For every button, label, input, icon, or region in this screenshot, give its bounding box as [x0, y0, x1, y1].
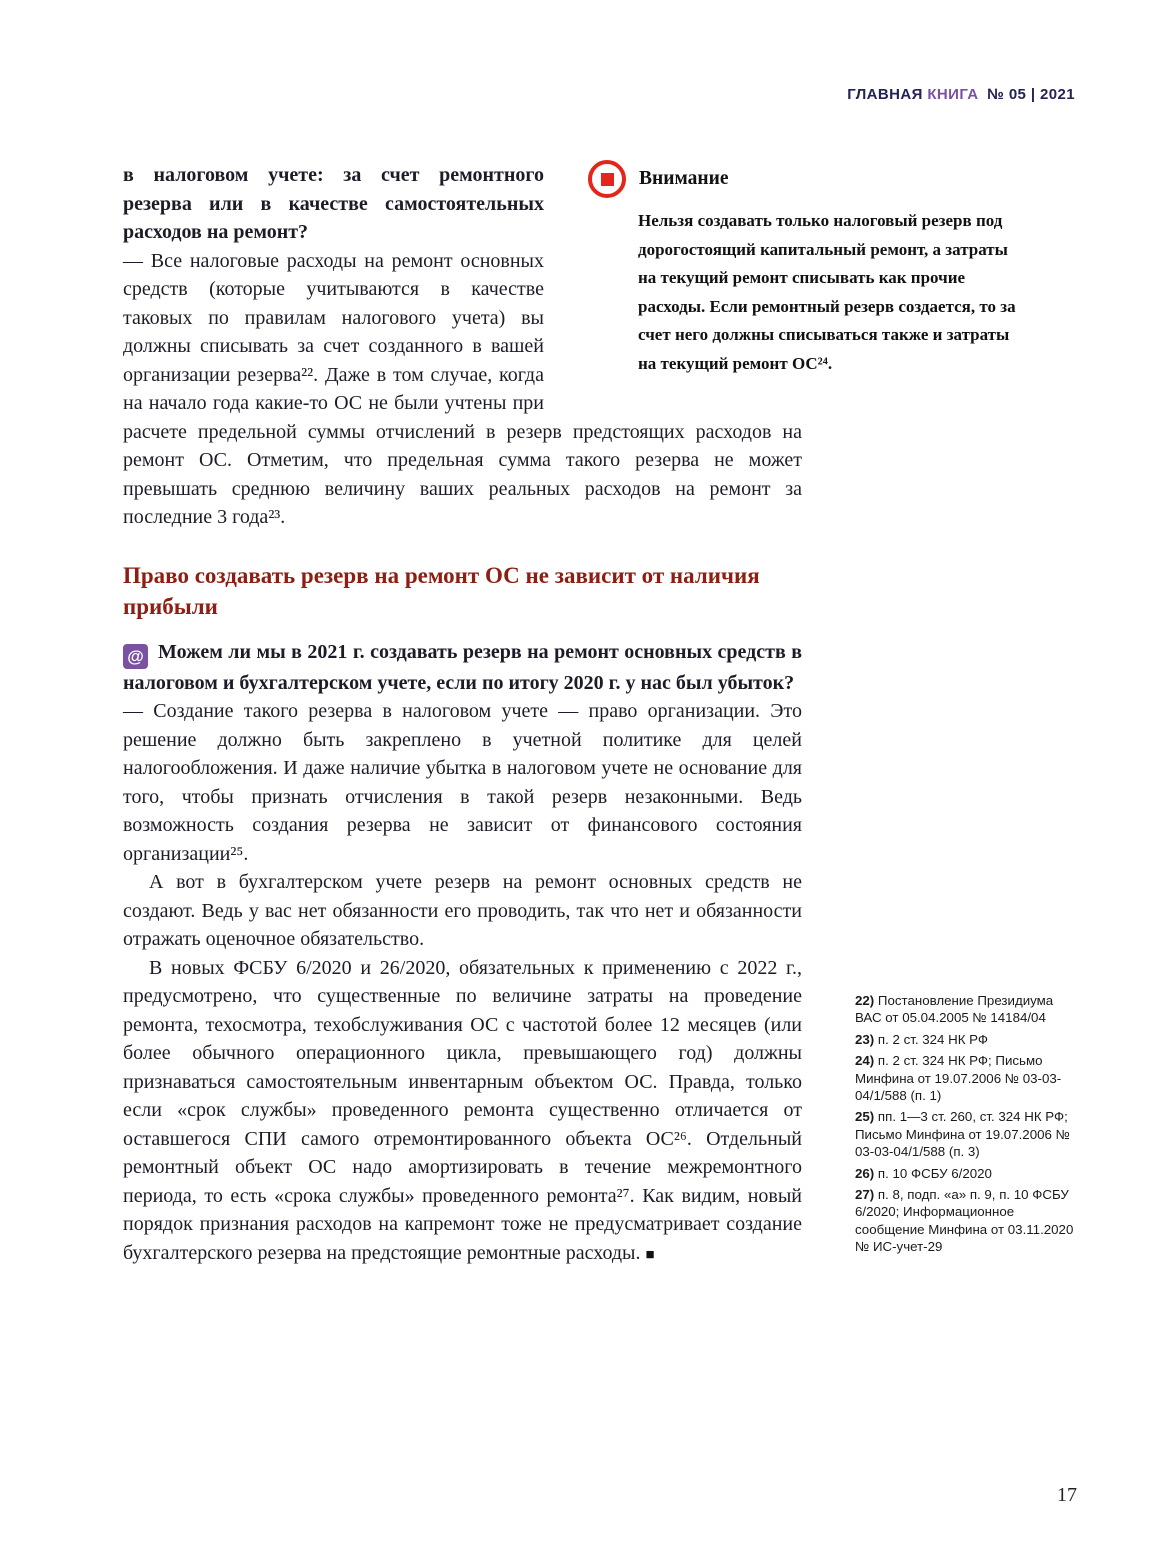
answer-paragraph-2: А вот в бухгалтерском учете резерв на ремонт основных средств не создают. Ведь у вас нет обязанности его проводить, так что нет и обязанности отражать оценочное обязательство. — [123, 871, 802, 950]
footnote-text: пп. 1—3 ст. 260, ст. 324 НК РФ; Письмо Минфина от 19.07.2006 № 03-03-04/1/588 (п. 3) — [855, 1109, 1070, 1160]
footnote-text: п. 2 ст. 324 НК РФ; Письмо Минфина от 19.07.2006 № 03-03-04/1/588 (п. 1) — [855, 1053, 1062, 1104]
page-number: 17 — [1057, 1484, 1077, 1506]
footnote-number: 27) — [855, 1187, 875, 1203]
lead-question: в налоговом учете: за счет ремонтного резерва или в качестве самостоятельных расходов на ремонт? — [123, 164, 544, 243]
section-heading: Право создавать резерв на ремонт ОС не зависит от наличия прибыли — [123, 562, 760, 619]
answer-paragraph-3-text: В новых ФСБУ 6/2020 и 26/2020, обязательных к применению с 2022 г., предусмотрено, что существенные по величине затраты на проведение ремонта, техосмотра, техобслуживания ОС с частотой более 12 месяцев (или более обычного операционного цикла, превышающего год) должны признаваться самостоятельным инвентарным объектом ОС. Правда, только если «срок службы» проведенного ремонта существенно отличается от оставшегося СПИ самого отремонтированного объекта ОС²⁶. Отдельный ремонтный объект ОС надо амортизировать в течение межремонтного периода, то есть «срока службы» проведенного ремонта²⁷. Как видим, новый порядок признания расходов на капремонт тоже не предусматривает создание бухгалтерского резерва на предстоящие ремонтные расходы. — [123, 956, 802, 1264]
footnote-number: 24) — [855, 1053, 875, 1069]
footnote-item-25 — [855, 1108, 1080, 1160]
at-icon: @ — [123, 644, 148, 669]
brand-part-1: ГЛАВНАЯ — [847, 86, 923, 103]
footnote-item-26 — [855, 1165, 1080, 1182]
issue-number: № 05 | 2021 — [987, 86, 1075, 103]
footnote-text: Постановление Президиума ВАС от 05.04.2005 № 14184/04 — [855, 993, 1054, 1026]
footnote-number: 26) — [855, 1165, 875, 1181]
attention-body: Нельзя создавать только налоговый резерв под дорогостоящий капитальный ремонт, а затраты на текущий ремонт списывать как прочие расходы. Если ремонтный резерв создается, то за счет него должны списываться также и затраты на текущий ремонт ОС²⁴. — [638, 211, 1016, 373]
reader-question-text: Можем ли мы в 2021 г. создавать резерв на ремонт основных средств в налоговом и бухгалтерском учете, если по итогу 2020 г. у нас был убыток? — [123, 640, 802, 694]
answer-paragraph-1: — Создание такого резерва в налоговом учете — право организации. Это решение должно быть закреплено в учетной политике для целей налогообложения. И даже наличие убытка в налоговом учете не основание для того, чтобы признать отчисления в такой резерв незаконными. Ведь возможность создания резерва не зависит от финансового состояния организации²⁵. — [123, 700, 802, 865]
end-of-article-marker: ■ — [645, 1246, 655, 1263]
page-header — [847, 86, 1075, 103]
footnote-item-24 — [855, 1052, 1080, 1104]
footnote-item-23 — [855, 1031, 1080, 1048]
answer-paragraph-3 — [123, 954, 802, 1270]
reader-question — [123, 638, 802, 698]
footnote-text: п. 2 ст. 324 НК РФ — [877, 1031, 989, 1047]
footnote-item-22 — [855, 992, 1080, 1027]
footnote-text: п. 8, подп. «а» п. 9, п. 10 ФСБУ 6/2020; Информационное сообщение Минфина от 03.11.2020 № ИС-учет-29 — [855, 1187, 1074, 1255]
footnote-item-27 — [855, 1186, 1080, 1256]
article-column — [123, 161, 802, 1269]
footnote-number: 22) — [855, 993, 875, 1008]
brand-part-2: КНИГА — [927, 86, 979, 103]
attention-box-spacer — [544, 161, 802, 411]
lead-answer-paragraph: — Все налоговые расходы на ремонт основных средств (которые учитываются в качестве таковых по правилам налогового учета) вы должны списывать за счет созданного в вашей организации резерва²². Даже в том случае, когда на начало года какие-то ОС не были учтены при расчете предельной суммы отчислений в резерв предстоящих расходов на ремонт ОС. Отметим, что предельная сумма такого резерва не может превышать среднюю величину ваших реальных расходов на ремонт за последние 3 года²³. — [123, 249, 802, 528]
attention-title: Внимание — [639, 168, 729, 189]
footnote-text: п. 10 ФСБУ 6/2020 — [877, 1165, 992, 1181]
footnotes-block — [855, 992, 1080, 1260]
footnote-number: 25) — [855, 1109, 875, 1125]
footnote-number: 23) — [855, 1031, 875, 1047]
